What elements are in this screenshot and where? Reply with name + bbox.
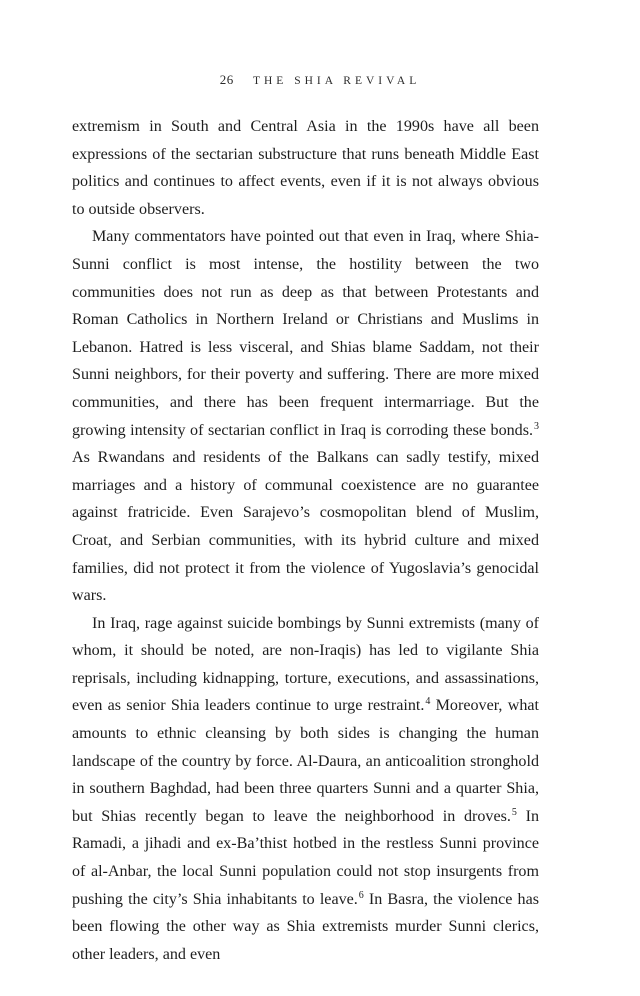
book-title: THE SHIA REVIVAL bbox=[252, 75, 421, 87]
footnote-reference[interactable]: 5 bbox=[511, 806, 517, 818]
paragraph-text: Many commentators have pointed out that even in Iraq, where Shia-Sunni conflict is most intense, the hostility between the two communities does not run as deep as that between Protestants and Roman Catholics in Northern Ireland or Christians and Muslims in Lebanon. Hatred is less visceral, and Shias blame Saddam, not their Sunni neighbors, for their poverty and suffering. There are more mixed communities, and there has been frequent intermarriage. But the growing intensity of sectarian conflict in Iraq is corroding these bonds. bbox=[72, 228, 539, 439]
paragraph-text: In Basra, the violence has been flowing the other way as Shia extremists murder Sunni clerics, other leaders, and even bbox=[72, 890, 539, 963]
paragraph-text: extremism in South and Central Asia in the 1990s have all been expressions of the sectarian substructure that runs beneath Middle East politics and continues to affect events, even if it is not always obvious to outside observers. bbox=[72, 118, 539, 218]
footnote-reference[interactable]: 4 bbox=[425, 696, 431, 708]
paragraph-text: Moreover, what amounts to ethnic cleansing by both sides is changing the human landscape of the country by force. Al-Daura, an anticoalition stronghold in southern Baghdad, had been three quarters Sunni and a quarter Shia, but Shias recently began to leave the neighborhood in droves. bbox=[72, 697, 539, 825]
footnote-reference[interactable]: 6 bbox=[358, 889, 364, 901]
paragraph bbox=[72, 610, 539, 969]
page-number: 26 bbox=[219, 72, 234, 87]
body-text bbox=[72, 113, 539, 968]
paragraph-text: As Rwandans and residents of the Balkans can sadly testify, mixed marriages and a history of communal coexistence are no guarantee against fratricide. Even Sarajevo’s cosmopolitan blend of Muslim, Croat, and Serbian communities, with its hybrid culture and mixed families, did not protect it from the violence of Yugoslavia’s genocidal wars. bbox=[72, 449, 539, 605]
paragraph-continued bbox=[72, 113, 539, 223]
paragraph bbox=[72, 223, 539, 609]
footnote-reference[interactable]: 3 bbox=[534, 420, 539, 432]
paragraph-text: In Iraq, rage against suicide bombings by Sunni extremists (many of whom, it should be noted, are non-Iraqis) has led to vigilante Shia reprisals, including kidnapping, torture, executions, and assassinations, even as senior Shia leaders continue to urge restraint. bbox=[72, 614, 539, 715]
running-head bbox=[0, 72, 640, 88]
paragraph-text: In Ramadi, a jihadi and ex-Ba’thist hotbed in the restless Sunni province of al-Anbar, the local Sunni population could not stop insurgents from pushing the city’s Shia inhabitants to leave. bbox=[72, 807, 540, 908]
